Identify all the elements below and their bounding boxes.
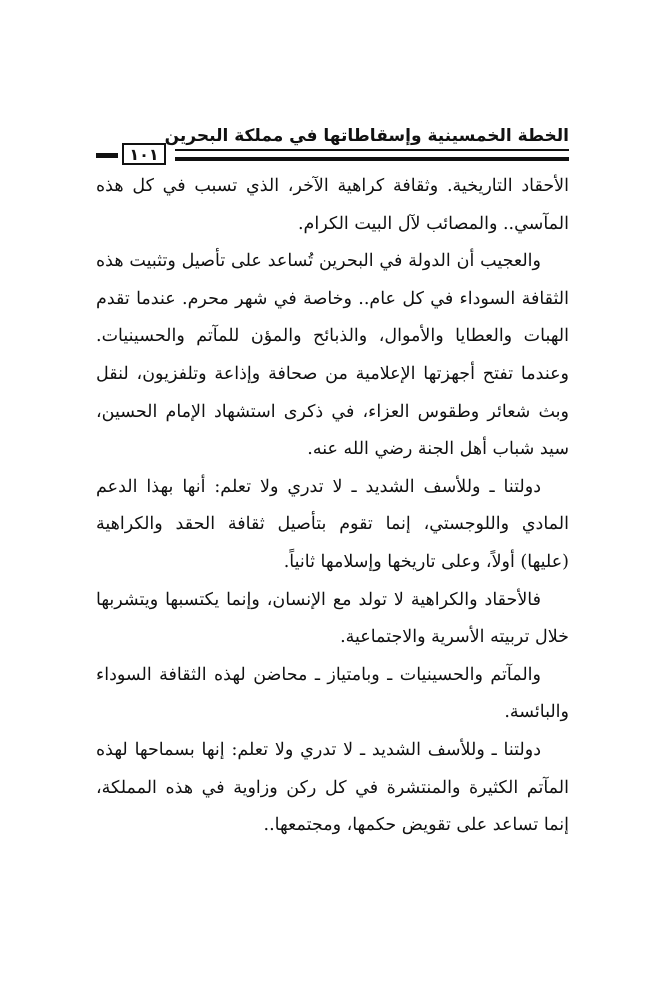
- running-title: الخطة الخمسينية وإسقاطاتها في مملكة البحرين: [164, 126, 569, 146]
- header-rule-left: [96, 153, 118, 158]
- paragraph-2: والعجيب أن الدولة في البحرين تُساعد على تأصيل وتثبيت هذه الثقافة السوداء في كل عام.. وخاصة في شهر محرم. عندما تقدم الهبات والعطايا والأموال، والذبائح والمؤن للمآتم والحسينيات. وعندما تفتح أجهزتها الإعلامية من صحافة وإذاعة وتلفزيون، لنقل وبث شعائر وطقوس العزاء، في ذكرى استشهاد الإمام الحسين، سيد شباب أهل الجنة رضي الله عنه.: [96, 251, 569, 460]
- header-rule-thin: [175, 149, 569, 151]
- paragraph-5: والمآتم والحسينيات ـ وبامتياز ـ محاضن لهذه الثقافة السوداء والبائسة.: [96, 664, 569, 723]
- paragraph-6: دولتنا ـ وللأسف الشديد ـ لا تدري ولا تعلم: إنها بسماحها لهذه المآتم الكثيرة والمنتشرة في كل ركن وزاوية في هذه المملكة، إنما تساعد على تقويض حكمها، ومجتمعها..: [96, 739, 569, 836]
- page-number: ١٠١: [122, 143, 166, 165]
- paragraph-3: دولتنا ـ وللأسف الشديد ـ لا تدري ولا تعلم: أنها بهذا الدعم المادي واللوجستي، إنما تقوم بتأصيل ثقافة الحقد والكراهية (عليها) أولاً، وعلى تاريخها وإسلامها ثانياً.: [96, 476, 569, 572]
- body-text: [96, 168, 569, 845]
- paragraph-1: الأحقاد التاريخية. وثقافة كراهية الآخر، الذي تسبب في كل هذه المآسي.. والمصائب لآل البيت الكرام.: [96, 176, 569, 234]
- header-rule-thick: [175, 157, 569, 161]
- paragraph-4: فالأحقاد والكراهية لا تولد مع الإنسان، وإنما يكتسبها ويتشربها خلال تربيته الأسرية والاجتماعية.: [96, 589, 569, 648]
